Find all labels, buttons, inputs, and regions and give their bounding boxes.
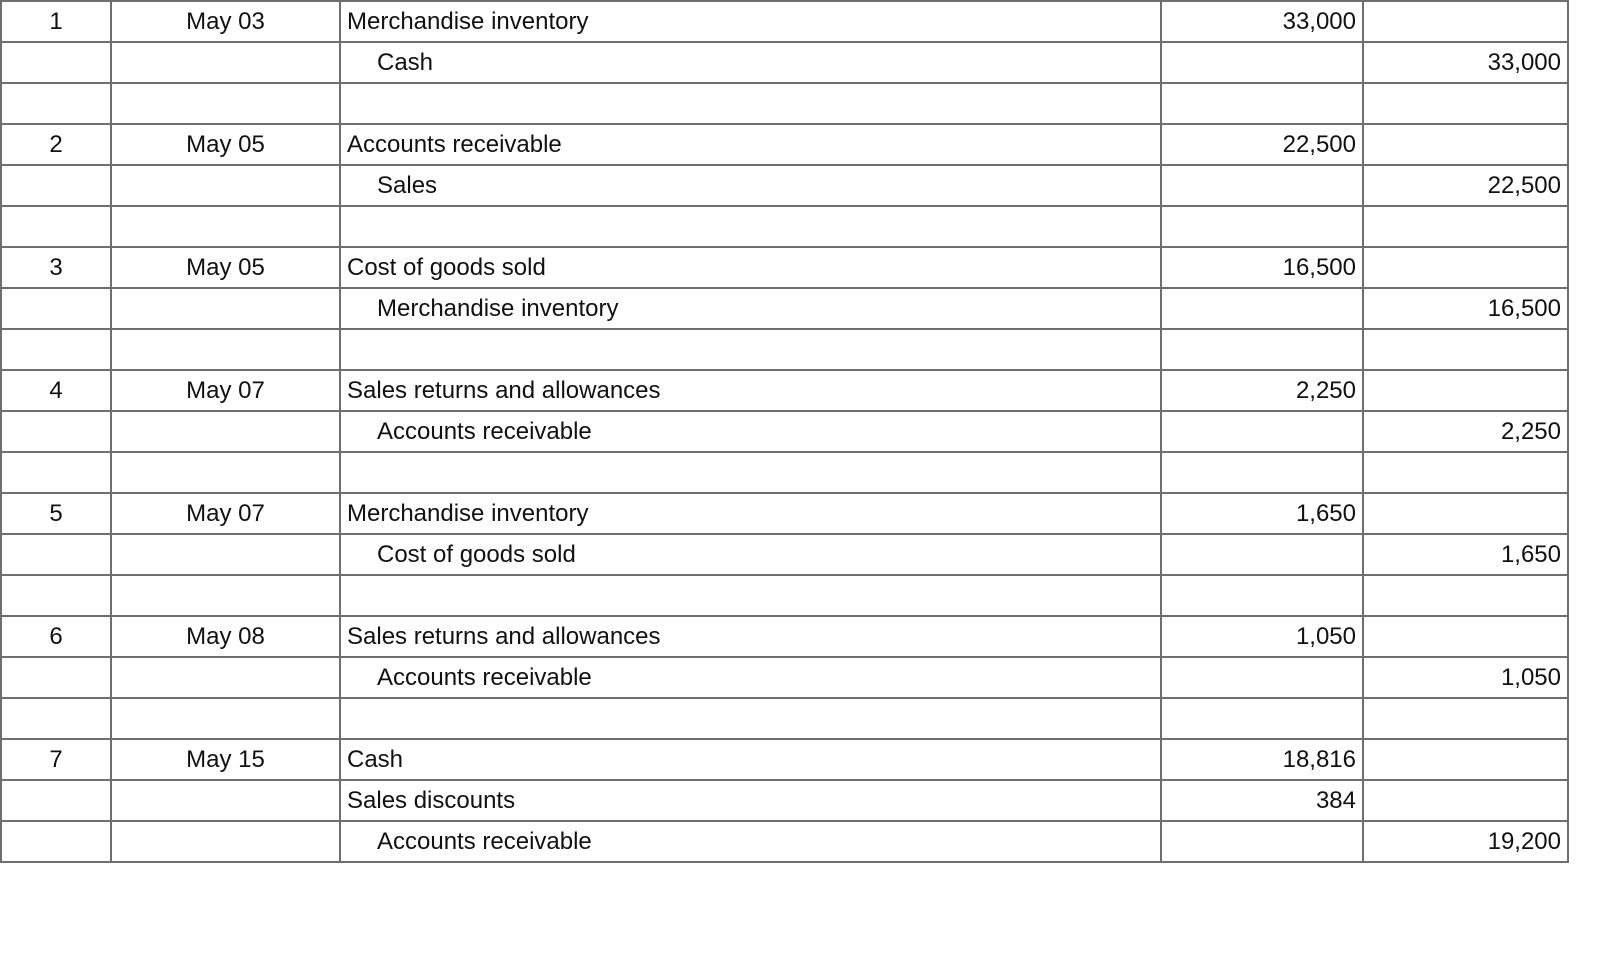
entry-number: 5	[1, 493, 111, 534]
empty-cell	[111, 288, 340, 329]
entry-date: May 05	[111, 124, 340, 165]
debit-account: Cost of goods sold	[340, 247, 1161, 288]
entry-row	[1, 493, 1568, 534]
credit-amount	[1363, 1, 1568, 42]
entry-row	[1, 616, 1568, 657]
credit-amount: 1,650	[1363, 534, 1568, 575]
credit-account: Cost of goods sold	[340, 534, 1161, 575]
entry-row	[1, 165, 1568, 206]
credit-amount	[1363, 370, 1568, 411]
entry-date: May 15	[111, 739, 340, 780]
entry-row	[1, 534, 1568, 575]
empty-cell	[111, 534, 340, 575]
credit-account: Cash	[340, 42, 1161, 83]
credit-amount	[1363, 616, 1568, 657]
credit-amount: 1,050	[1363, 657, 1568, 698]
entry-row	[1, 1, 1568, 42]
credit-amount	[1363, 493, 1568, 534]
empty-cell	[111, 42, 340, 83]
debit-amount: 2,250	[1161, 370, 1363, 411]
entry-date: May 03	[111, 1, 340, 42]
entry-row	[1, 821, 1568, 862]
debit-amount: 22,500	[1161, 124, 1363, 165]
spacer-row	[1, 329, 1568, 370]
debit-amount	[1161, 821, 1363, 862]
debit-amount	[1161, 411, 1363, 452]
debit-amount: 18,816	[1161, 739, 1363, 780]
empty-cell	[111, 411, 340, 452]
debit-account: Sales returns and allowances	[340, 370, 1161, 411]
entry-number: 4	[1, 370, 111, 411]
entry-row	[1, 411, 1568, 452]
credit-account: Accounts receivable	[340, 821, 1161, 862]
empty-cell	[1, 821, 111, 862]
entry-date: May 05	[111, 247, 340, 288]
empty-cell	[1, 780, 111, 821]
credit-account: Accounts receivable	[340, 411, 1161, 452]
credit-account: Accounts receivable	[340, 657, 1161, 698]
credit-amount	[1363, 247, 1568, 288]
debit-account: Merchandise inventory	[340, 1, 1161, 42]
entry-row	[1, 657, 1568, 698]
entry-number: 1	[1, 1, 111, 42]
entry-date: May 08	[111, 616, 340, 657]
entry-row	[1, 288, 1568, 329]
credit-amount: 16,500	[1363, 288, 1568, 329]
entry-row	[1, 739, 1568, 780]
credit-amount: 22,500	[1363, 165, 1568, 206]
empty-cell	[1, 42, 111, 83]
debit-amount: 16,500	[1161, 247, 1363, 288]
empty-cell	[111, 657, 340, 698]
debit-amount	[1161, 165, 1363, 206]
empty-cell	[1, 534, 111, 575]
spacer-row	[1, 452, 1568, 493]
entry-row	[1, 370, 1568, 411]
debit-account: Cash	[340, 739, 1161, 780]
empty-cell	[1, 288, 111, 329]
debit-account: Merchandise inventory	[340, 493, 1161, 534]
debit-amount	[1161, 288, 1363, 329]
credit-account: Sales	[340, 165, 1161, 206]
debit-amount: 33,000	[1161, 1, 1363, 42]
debit-account: Sales discounts	[340, 780, 1161, 821]
entry-number: 2	[1, 124, 111, 165]
entry-row	[1, 42, 1568, 83]
entry-date: May 07	[111, 493, 340, 534]
debit-amount	[1161, 657, 1363, 698]
debit-account: Accounts receivable	[340, 124, 1161, 165]
entry-row	[1, 780, 1568, 821]
empty-cell	[111, 165, 340, 206]
spacer-row	[1, 83, 1568, 124]
debit-amount	[1161, 42, 1363, 83]
spacer-row	[1, 698, 1568, 739]
debit-amount: 1,050	[1161, 616, 1363, 657]
entry-number: 3	[1, 247, 111, 288]
credit-amount: 33,000	[1363, 42, 1568, 83]
entry-date: May 07	[111, 370, 340, 411]
debit-amount: 1,650	[1161, 493, 1363, 534]
credit-account: Merchandise inventory	[340, 288, 1161, 329]
entry-number: 7	[1, 739, 111, 780]
entry-row	[1, 247, 1568, 288]
empty-cell	[111, 821, 340, 862]
entry-number: 6	[1, 616, 111, 657]
debit-amount	[1161, 534, 1363, 575]
credit-amount	[1363, 739, 1568, 780]
credit-amount	[1363, 124, 1568, 165]
spacer-row	[1, 206, 1568, 247]
credit-amount: 2,250	[1363, 411, 1568, 452]
credit-amount	[1363, 780, 1568, 821]
debit-amount: 384	[1161, 780, 1363, 821]
empty-cell	[111, 780, 340, 821]
credit-amount: 19,200	[1363, 821, 1568, 862]
empty-cell	[1, 411, 111, 452]
empty-cell	[1, 165, 111, 206]
empty-cell	[1, 657, 111, 698]
entry-row	[1, 124, 1568, 165]
debit-account: Sales returns and allowances	[340, 616, 1161, 657]
spacer-row	[1, 575, 1568, 616]
